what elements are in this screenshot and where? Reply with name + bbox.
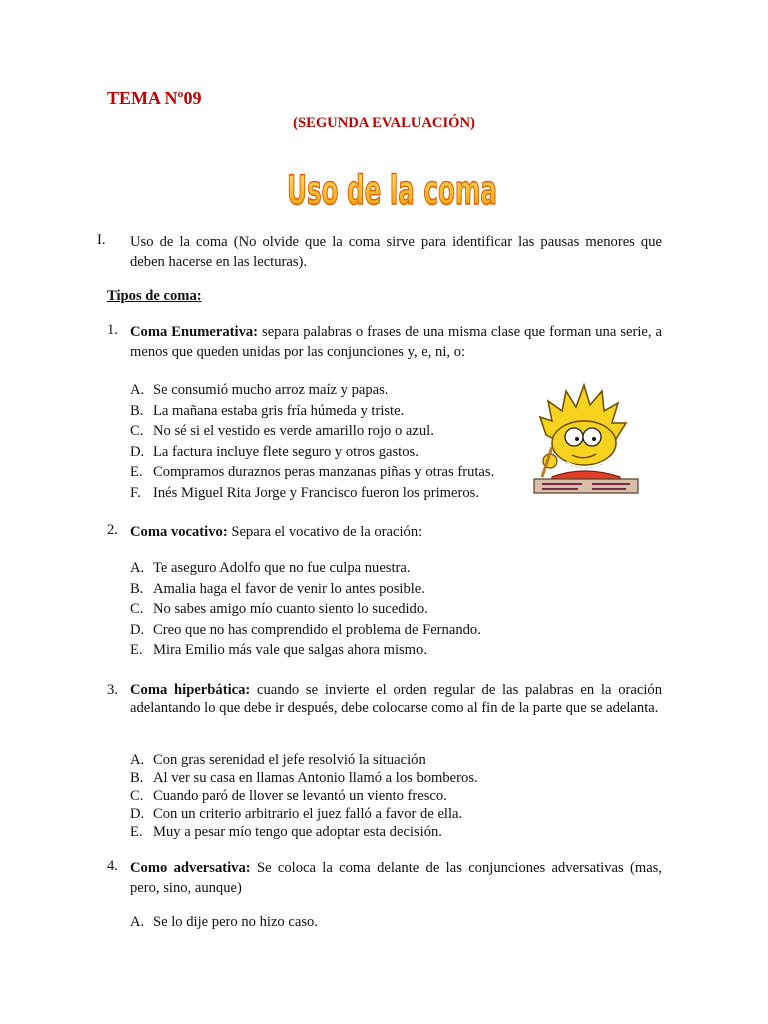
list-letter: B. bbox=[130, 580, 144, 597]
intro-text: Uso de la coma (No olvide que la coma sirve para identificar las pausas menores que deben hacerse en las lecturas). bbox=[130, 234, 662, 270]
list-item bbox=[130, 787, 478, 805]
list-letter: B. bbox=[130, 402, 144, 419]
list-text: Con un criterio arbitrario el juez falló a favor de ella. bbox=[153, 806, 463, 822]
section-1-text bbox=[130, 322, 662, 362]
list-text: Te aseguro Adolfo que no fue culpa nuestra. bbox=[153, 560, 411, 576]
list-item bbox=[130, 620, 481, 641]
list-letter: D. bbox=[130, 621, 145, 638]
list-letter: E. bbox=[130, 642, 143, 659]
list-text: Compramos duraznos peras manzanas piñas y otras frutas. bbox=[153, 464, 495, 481]
list-letter: A. bbox=[130, 752, 145, 768]
list-letter: D. bbox=[130, 443, 145, 460]
list-item bbox=[130, 401, 494, 422]
list-item bbox=[130, 823, 478, 841]
wordart-text: Uso de la coma bbox=[287, 168, 497, 214]
list-text: Se lo dije pero no hizo caso. bbox=[153, 914, 318, 930]
list-text: No sé si el vestido es verde amarillo rojo o azul. bbox=[153, 423, 434, 440]
list-text: Inés Miguel Rita Jorge y Francisco fueron los primeros. bbox=[153, 484, 480, 501]
list-item bbox=[130, 912, 318, 933]
section-2-body: Separa el vocativo de la oración: bbox=[227, 524, 423, 540]
list-letter: A. bbox=[130, 560, 145, 576]
list-letter: E. bbox=[130, 824, 143, 840]
list-item bbox=[130, 558, 481, 579]
section-4-title: Como adversativa: bbox=[130, 860, 251, 876]
section-1-number: 1. bbox=[107, 322, 118, 338]
section-1-title: Coma Enumerativa: bbox=[130, 324, 259, 340]
section-4-number: 4. bbox=[107, 858, 118, 874]
list-letter: F. bbox=[130, 484, 141, 501]
list-letter: E. bbox=[130, 464, 143, 481]
list-letter: A. bbox=[130, 914, 145, 930]
list-item bbox=[130, 483, 494, 504]
list-text: La factura incluye flete seguro y otros gastos. bbox=[153, 443, 419, 460]
list-text: Se consumió mucho arroz maíz y papas. bbox=[153, 382, 389, 398]
list-text: Amalia haga el favor de venir lo antes posible. bbox=[153, 580, 425, 597]
intro-number: I. bbox=[97, 232, 106, 248]
section-2-number: 2. bbox=[107, 522, 118, 538]
tipos-heading: Tipos de coma: bbox=[107, 288, 202, 304]
section-3-number: 3. bbox=[107, 682, 118, 698]
section-4-list bbox=[130, 912, 318, 933]
section-4-body: Se coloca la coma delante de las conjunciones adversativas (mas, pero, sino, aunque) bbox=[130, 860, 663, 896]
section-2-list bbox=[130, 558, 481, 661]
list-letter: B. bbox=[130, 770, 144, 786]
list-letter: C. bbox=[130, 601, 144, 618]
section-1-list bbox=[130, 380, 494, 504]
list-item bbox=[130, 769, 478, 787]
list-text: Con gras serenidad el jefe resolvió la situación bbox=[153, 752, 426, 768]
list-item bbox=[130, 640, 481, 661]
list-letter: C. bbox=[130, 423, 144, 440]
section-3-body: cuando se invierte el orden regular de las palabras en la oración adelantando lo que debe ir después, debe colocarse como al fin de la parte que se adelanta. bbox=[130, 682, 662, 716]
list-text: La mañana estaba gris fría húmeda y triste. bbox=[153, 402, 405, 419]
section-3-text bbox=[130, 682, 662, 717]
list-letter: D. bbox=[130, 806, 145, 822]
list-text: Cuando paró de llover se levantó un viento fresco. bbox=[153, 788, 447, 804]
list-item bbox=[130, 462, 494, 483]
list-text: Muy a pesar mío tengo que adoptar esta decisión. bbox=[153, 824, 442, 840]
cartoon-girl-illustration bbox=[532, 381, 640, 495]
list-text: Al ver su casa en llamas Antonio llamó a los bomberos. bbox=[153, 770, 478, 786]
list-text: Creo que no has comprendido el problema de Fernando. bbox=[153, 621, 481, 638]
list-item bbox=[130, 579, 481, 600]
subtitle: (SEGUNDA EVALUACIÓN) bbox=[293, 115, 475, 131]
section-2-title: Coma vocativo: bbox=[130, 524, 228, 540]
list-item bbox=[130, 380, 494, 401]
list-item bbox=[130, 805, 478, 823]
section-1-body: separa palabras o frases de una misma clase que forman una serie, a menos que queden unidas por las conjunciones y, e, ni, o: bbox=[130, 324, 662, 360]
section-4-text bbox=[130, 858, 662, 898]
list-letter: C. bbox=[130, 788, 144, 804]
list-item bbox=[130, 599, 481, 620]
section-3-title: Coma hiperbática: bbox=[130, 682, 251, 698]
topic-title: TEMA Nº09 bbox=[107, 88, 202, 108]
section-2-text bbox=[130, 522, 662, 542]
section-3-list bbox=[130, 751, 478, 841]
list-item bbox=[130, 442, 494, 463]
list-item bbox=[130, 751, 478, 769]
list-text: Mira Emilio más vale que salgas ahora mismo. bbox=[153, 642, 427, 659]
list-text: No sabes amigo mío cuanto siento lo sucedido. bbox=[153, 601, 428, 618]
list-item bbox=[130, 421, 494, 442]
list-letter: A. bbox=[130, 382, 145, 398]
wordart-title bbox=[280, 160, 504, 220]
